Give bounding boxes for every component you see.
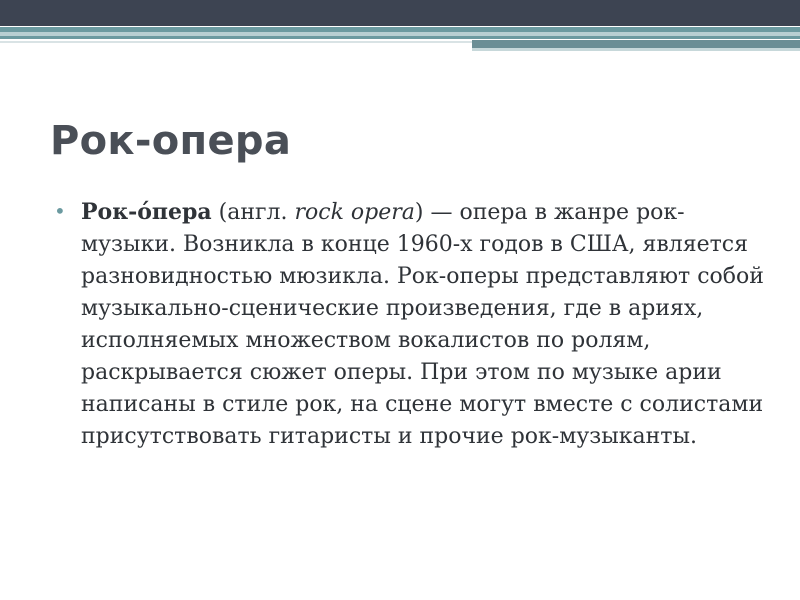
header-accent-bar-highlight xyxy=(472,48,800,51)
header-dark-band xyxy=(0,0,800,26)
header-teal-highlight xyxy=(0,32,800,36)
header-accent-bar xyxy=(472,40,800,48)
bullet-paren-open: (англ. xyxy=(211,200,295,225)
slide-content xyxy=(52,196,772,453)
bullet-item xyxy=(52,196,772,453)
bullet-marker: • xyxy=(54,199,66,223)
slide-title: Рок-опера xyxy=(50,118,292,164)
bullet-term: Рок-о́пера xyxy=(81,199,212,225)
bullet-body-text: ) — опера в жанре рок-музыки. Возникла в конце 1960-х годов в США, является разновидностью мюзикла. Рок-оперы представляют собой музыкально-сценические произведения, где в ариях, исполняемых множеством вокалистов по ролям, раскрывается сюжет оперы. При этом по музыке арии написаны в стиле рок, на сцене могут вместе с солистами присутствовать гитаристы и прочие рок-музыканты. xyxy=(81,200,764,449)
bullet-english-term: rock opera xyxy=(294,200,415,225)
